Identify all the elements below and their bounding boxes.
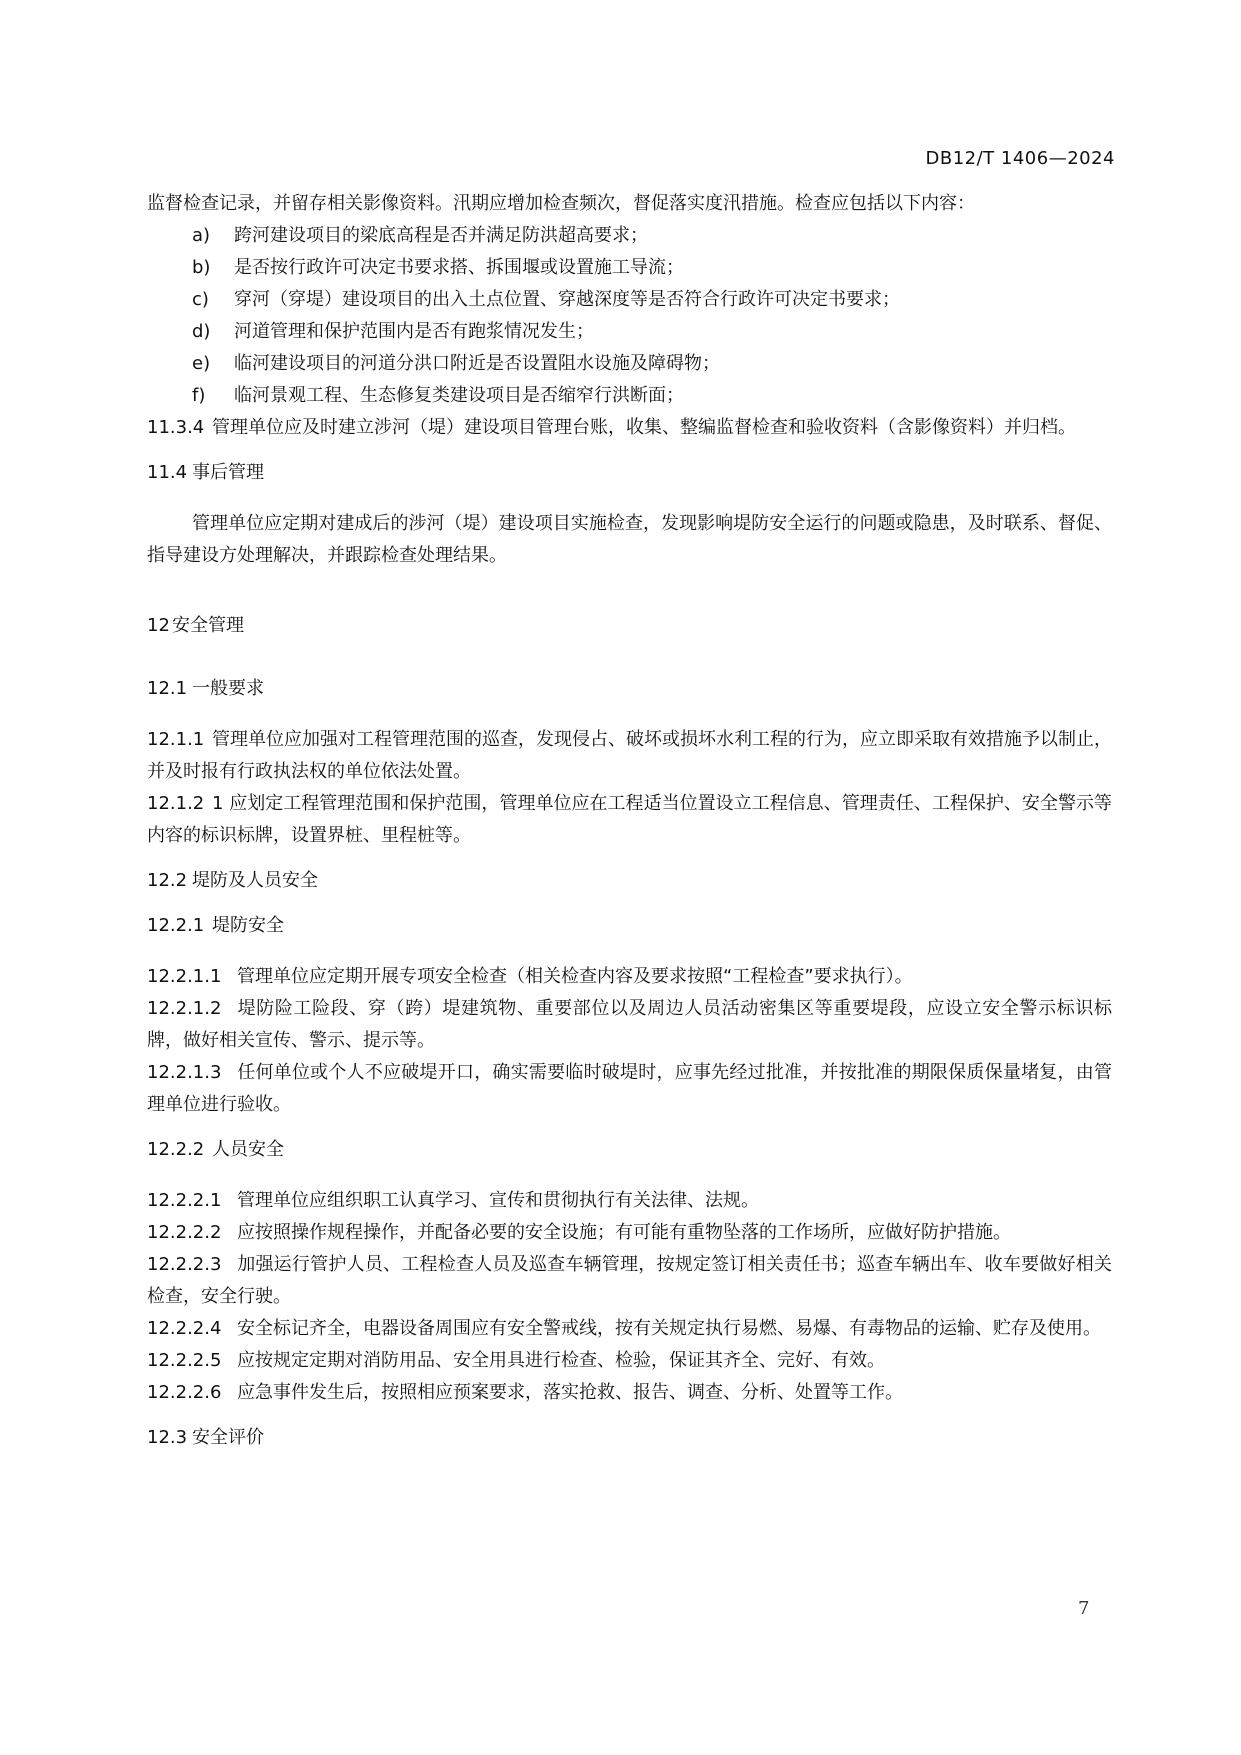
list-item-label: e)	[192, 353, 211, 374]
clause-text: 加强运行管护人员、工程检查人员及巡查车辆管理，按规定签订相关责任书；巡查车辆出车、收车要做好相关检查，安全行驶。	[147, 1254, 1112, 1307]
clause-12-1-1	[147, 724, 1112, 788]
clause-text: 1 应划定工程管理范围和保护范围，管理单位应在工程适当位置设立工程信息、管理责任、工程保护、安全警示等内容的标识标牌，设置界桩、里程桩等。	[147, 793, 1112, 846]
clause-12-2-2-5	[147, 1345, 1112, 1377]
list-item-text: 临河建设项目的河道分洪口附近是否设置阻水设施及障碍物；	[234, 353, 720, 374]
section-title: 事后管理	[192, 462, 264, 483]
section-number: 12.1	[147, 678, 188, 699]
section-heading-12-2-2	[147, 1134, 1112, 1166]
section-heading-12-3	[147, 1422, 1112, 1454]
clause-text: 应按照操作规程操作，并配备必要的安全设施；有可能有重物坠落的工作场所，应做好防护措施。	[237, 1222, 1011, 1243]
section-title: 堤防安全	[212, 915, 284, 936]
clause-number: 12.2.2.4	[147, 1318, 222, 1339]
clause-number: 12.2.1.3	[147, 1062, 222, 1083]
clause-number: 12.2.2.6	[147, 1382, 222, 1403]
section-number: 11.4	[147, 462, 188, 483]
clause-number: 12.2.1.1	[147, 966, 222, 987]
clause-text: 安全标记齐全，电器设备周围应有安全警戒线，按有关规定执行易燃、易爆、有毒物品的运输、贮存及使用。	[237, 1318, 1101, 1339]
clause-12-2-1-1	[147, 961, 1112, 993]
section-heading-12-1	[147, 673, 1112, 705]
chapter-heading-12	[147, 610, 1112, 642]
list-item-text: 河道管理和保护范围内是否有跑浆情况发生；	[234, 321, 594, 342]
list-item-label: a)	[192, 225, 211, 246]
page-body	[147, 188, 1112, 1454]
section-heading-11-4	[147, 457, 1112, 489]
inspection-checklist	[147, 220, 1112, 412]
list-item-label: b)	[192, 257, 211, 278]
chapter-title: 安全管理	[172, 615, 244, 636]
clause-text: 堤防险工险段、穿（跨）堤建筑物、重要部位以及周边人员活动密集区等重要堤段，应设立安全警示标识标牌，做好相关宣传、警示、提示等。	[147, 998, 1112, 1051]
clause-number: 12.2.2.1	[147, 1190, 222, 1211]
clause-12-2-2-2	[147, 1217, 1112, 1249]
list-item	[147, 348, 1112, 380]
list-item-text: 临河景观工程、生态修复类建设项目是否缩窄行洪断面；	[234, 385, 684, 406]
clause-12-2-2-6	[147, 1377, 1112, 1409]
section-heading-12-2	[147, 865, 1112, 897]
clause-text: 管理单位应定期开展专项安全检查（相关检查内容及要求按照“工程检查”要求执行）。	[237, 966, 913, 987]
section-number: 12.2.2	[147, 1139, 205, 1160]
list-item	[147, 252, 1112, 284]
list-item-text: 是否按行政许可决定书要求搭、拆围堰或设置施工导流；	[234, 257, 684, 278]
document-code-header: DB12/T 1406—2024	[925, 148, 1115, 169]
clause-12-2-2-3	[147, 1249, 1112, 1313]
section-11-4-body: 管理单位应定期对建成后的涉河（堤）建设项目实施检查，发现影响堤防安全运行的问题或隐患，及时联系、督促、指导建设方处理解决，并跟踪检查处理结果。	[147, 513, 1112, 566]
list-item-label: f)	[192, 385, 206, 406]
clause-number: 12.1.2	[147, 793, 205, 814]
clause-12-2-2-4	[147, 1313, 1112, 1345]
section-heading-12-2-1	[147, 910, 1112, 942]
clause-text: 管理单位应加强对工程管理范围的巡查，发现侵占、破坏或损坏水利工程的行为，应立即采取有效措施予以制止，并及时报有行政执法权的单位依法处置。	[147, 729, 1112, 782]
clause-number: 12.2.2.2	[147, 1222, 222, 1243]
clause-number: 11.3.4	[147, 417, 205, 438]
chapter-number: 12	[147, 615, 170, 636]
clause-12-2-2-1	[147, 1185, 1112, 1217]
clause-12-1-2	[147, 788, 1112, 852]
continuation-paragraph: 监督检查记录，并留存相关影像资料。汛期应增加检查频次，督促落实度汛措施。检查应包括以下内容：	[147, 193, 975, 214]
section-number: 12.2.1	[147, 915, 205, 936]
list-item	[147, 316, 1112, 348]
list-item	[147, 220, 1112, 252]
page-number: 7	[1078, 1598, 1090, 1619]
section-title: 堤防及人员安全	[192, 870, 318, 891]
clause-text: 应按规定定期对消防用品、安全用具进行检查、检验，保证其齐全、完好、有效。	[237, 1350, 885, 1371]
list-item-label: c)	[192, 289, 209, 310]
clause-text: 管理单位应及时建立涉河（堤）建设项目管理台账，收集、整编监督检查和验收资料（含影像资料）并归档。	[212, 417, 1076, 438]
clause-12-2-1-3	[147, 1057, 1112, 1121]
section-title: 一般要求	[192, 678, 264, 699]
section-title: 安全评价	[192, 1427, 264, 1448]
list-item-text: 穿河（穿堤）建设项目的出入土点位置、穿越深度等是否符合行政许可决定书要求；	[234, 289, 900, 310]
list-item	[147, 380, 1112, 412]
clause-number: 12.1.1	[147, 729, 205, 750]
clause-11-3-4	[147, 412, 1112, 444]
clause-text: 任何单位或个人不应破堤开口，确实需要临时破堤时，应事先经过批准，并按批准的期限保质保量堵复，由管理单位进行验收。	[147, 1062, 1112, 1115]
section-title: 人员安全	[212, 1139, 284, 1160]
clause-number: 12.2.2.3	[147, 1254, 222, 1275]
section-number: 12.2	[147, 870, 188, 891]
clause-number: 12.2.2.5	[147, 1350, 222, 1371]
section-number: 12.3	[147, 1427, 188, 1448]
list-item-label: d)	[192, 321, 211, 342]
clause-text: 应急事件发生后，按照相应预案要求，落实抢救、报告、调查、分析、处置等工作。	[237, 1382, 903, 1403]
list-item	[147, 284, 1112, 316]
list-item-text: 跨河建设项目的梁底高程是否并满足防洪超高要求；	[234, 225, 648, 246]
clause-12-2-1-2	[147, 993, 1112, 1057]
clause-number: 12.2.1.2	[147, 998, 222, 1019]
clause-text: 管理单位应组织职工认真学习、宣传和贯彻执行有关法律、法规。	[237, 1190, 759, 1211]
